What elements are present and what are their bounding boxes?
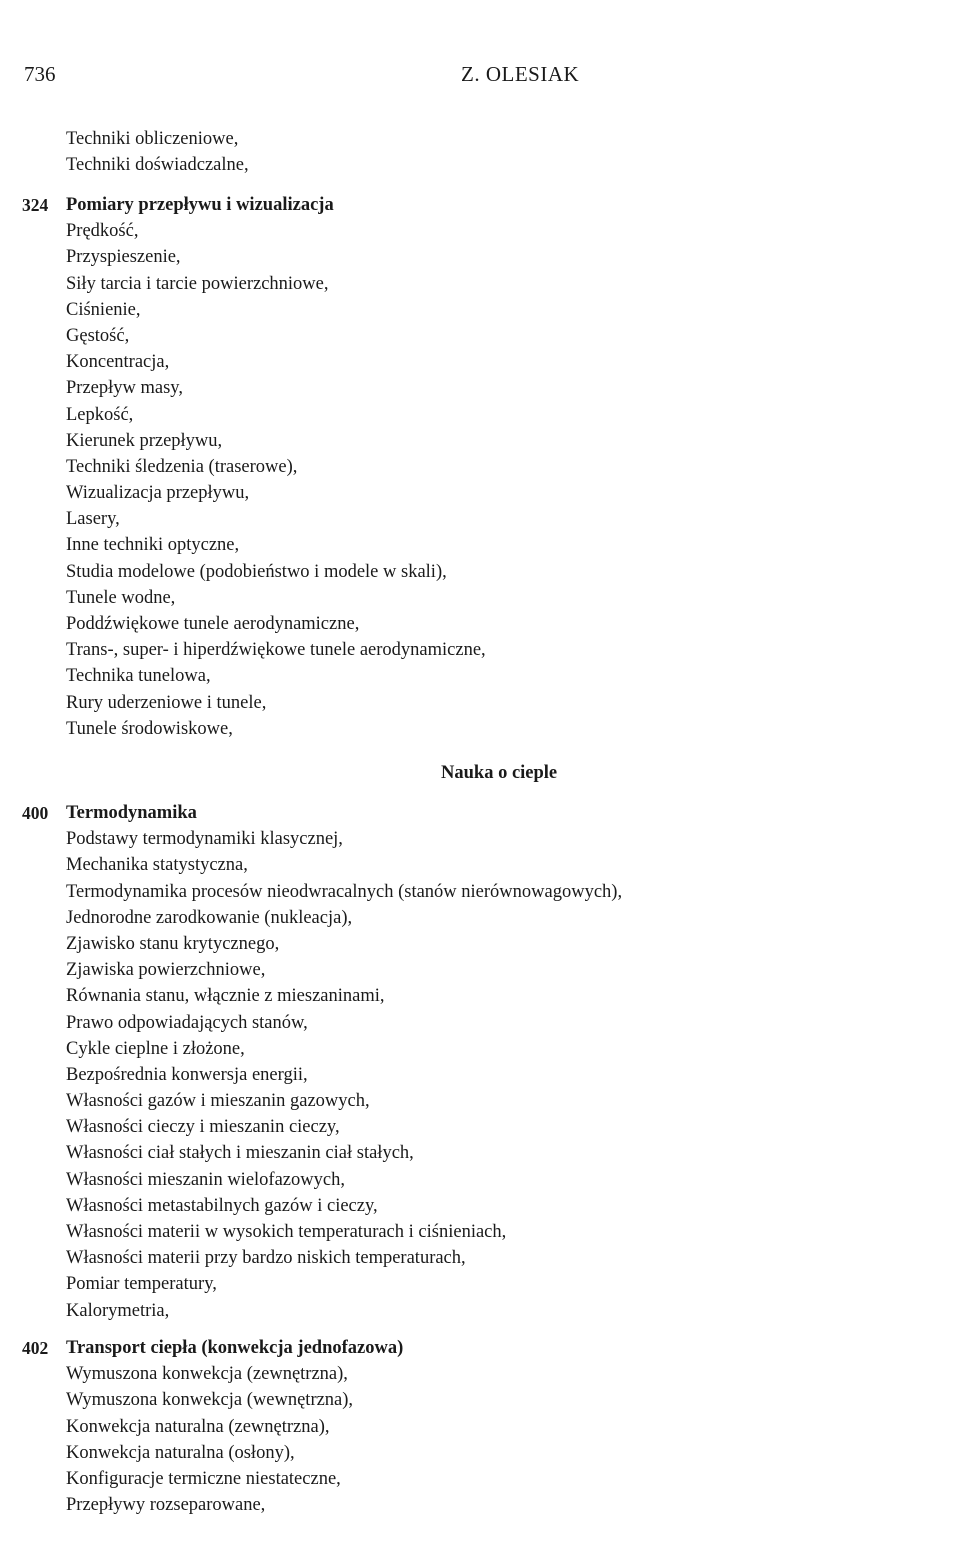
list-item-text: Konwekcja naturalna (zewnętrzna), [66, 1416, 330, 1437]
section-heading [0, 192, 960, 218]
list-item [0, 931, 960, 957]
list-item-text: Techniki obliczeniowe, [66, 129, 239, 149]
section-heading [0, 800, 960, 826]
list-item-text: Prędkość, [66, 221, 139, 242]
list-item-text: Technika tunelowa, [66, 666, 211, 687]
list-item [0, 690, 960, 716]
list-item-text: Koncentracja, [66, 352, 170, 373]
list-item [0, 826, 960, 852]
section-324 [0, 192, 960, 742]
list-item [0, 1114, 960, 1140]
list-item-text: Własności materii przy bardzo niskich temperaturach, [66, 1248, 466, 1269]
list-item [0, 152, 960, 178]
list-item [0, 852, 960, 878]
list-item-text: Wizualizacja przepływu, [66, 483, 250, 504]
list-item [0, 126, 960, 152]
list-item [0, 716, 960, 742]
list-item-text: Prawo odpowiadających stanów, [66, 1012, 308, 1033]
list-item-text: Rury uderzeniowe i tunele, [66, 692, 267, 713]
list-item-text: Ciśnienie, [66, 299, 141, 320]
list-item [0, 402, 960, 428]
list-item-text: Podstawy termodynamiki klasycznej, [66, 829, 343, 850]
list-item [0, 1062, 960, 1088]
list-item-text: Konwekcja naturalna (osłony), [66, 1442, 295, 1463]
list-item [0, 1193, 960, 1219]
list-item-text: Wymuszona konwekcja (zewnętrzna), [66, 1364, 348, 1385]
list-item-text: Jednorodne zarodkowanie (nukleacja), [66, 907, 353, 928]
list-item [0, 1387, 960, 1413]
list-item-text: Termodynamika procesów nieodwracalnych (stanów nierównowagowych), [66, 881, 623, 902]
list-item [0, 957, 960, 983]
continuation-list [0, 126, 960, 178]
list-item-text: Mechanika statystyczna, [66, 855, 248, 876]
list-item-text: Własności ciał stałych i mieszanin ciał stałych, [66, 1143, 414, 1164]
list-item-text: Przyspieszenie, [66, 247, 181, 268]
list-item-text: Własności materii w wysokich temperaturach i ciśnieniach, [66, 1222, 507, 1242]
list-item [0, 637, 960, 663]
list-item [0, 1271, 960, 1297]
list-item-text: Cykle cieplne i złożone, [66, 1038, 245, 1059]
list-item [0, 480, 960, 506]
list-item [0, 663, 960, 689]
list-item-text: Wymuszona konwekcja (wewnętrzna), [66, 1390, 354, 1411]
section-number: 402 [22, 1338, 49, 1358]
running-head: Z. OLESIAK [461, 62, 580, 86]
list-item [0, 454, 960, 480]
list-item [0, 1140, 960, 1166]
list-item-text: Zjawiska powierzchniowe, [66, 960, 266, 981]
list-item [0, 323, 960, 349]
list-item [0, 349, 960, 375]
list-item [0, 532, 960, 558]
list-item-text: Tunele środowiskowe, [66, 718, 233, 739]
list-item-text: Przepływy rozseparowane, [66, 1495, 266, 1516]
list-item-text: Trans-, super- i hiperdźwiękowe tunele aerodynamiczne, [66, 640, 486, 661]
list-item-text: Lepkość, [66, 404, 134, 425]
list-item [0, 559, 960, 585]
list-item-text: Własności cieczy i mieszanin cieczy, [66, 1117, 340, 1138]
list-item-text: Równania stanu, włącznie z mieszaninami, [66, 986, 385, 1007]
section-heading [0, 1335, 960, 1361]
list-item [0, 1414, 960, 1440]
list-item-text: Własności metastabilnych gazów i cieczy, [66, 1195, 378, 1216]
section-title: Transport ciepła (konwekcja jednofazowa) [66, 1338, 404, 1358]
list-item-text: Gęstość, [66, 325, 130, 346]
list-item-text: Kierunek przepływu, [66, 430, 223, 451]
list-item-text: Własności gazów i mieszanin gazowych, [66, 1091, 370, 1112]
page-header [0, 62, 960, 92]
list-item [0, 218, 960, 244]
group-heading: Nauka o cieple [441, 763, 558, 783]
list-item [0, 1361, 960, 1387]
section-400 [0, 800, 960, 1324]
section-number: 324 [22, 195, 49, 215]
list-item-text: Siły tarcia i tarcie powierzchniowe, [66, 273, 329, 294]
list-item-text: Techniki doświadczalne, [66, 155, 249, 176]
section-402 [0, 1335, 960, 1518]
page-number: 736 [24, 62, 56, 86]
list-item-text: Lasery, [66, 509, 120, 530]
list-item-text: Zjawisko stanu krytycznego, [66, 933, 280, 954]
list-item-text: Techniki śledzenia (traserowe), [66, 456, 298, 477]
list-item-text: Inne techniki optyczne, [66, 535, 240, 556]
list-item [0, 1466, 960, 1492]
list-item-text: Własności mieszanin wielofazowych, [66, 1169, 345, 1190]
list-item-text: Pomiar temperatury, [66, 1274, 217, 1295]
list-item-text: Bezpośrednia konwersja energii, [66, 1064, 308, 1085]
list-item [0, 375, 960, 401]
list-item-text: Przepływ masy, [66, 378, 183, 399]
section-title: Pomiary przepływu i wizualizacja [66, 195, 334, 215]
list-item [0, 506, 960, 532]
list-item [0, 611, 960, 637]
list-item-text: Tunele wodne, [66, 587, 176, 608]
list-item [0, 1010, 960, 1036]
list-item [0, 905, 960, 931]
section-title: Termodynamika [66, 803, 197, 823]
list-item-text: Poddźwiękowe tunele aerodynamiczne, [66, 614, 360, 634]
list-item-text: Studia modelowe (podobieństwo i modele w skali), [66, 561, 447, 582]
list-item [0, 1440, 960, 1466]
list-item [0, 1298, 960, 1324]
list-item-text: Konfiguracje termiczne niestateczne, [66, 1468, 341, 1489]
list-item [0, 271, 960, 297]
list-item [0, 428, 960, 454]
list-item [0, 1088, 960, 1114]
list-item [0, 1036, 960, 1062]
list-item-text: Kalorymetria, [66, 1300, 170, 1321]
section-number: 400 [22, 803, 49, 823]
list-item [0, 879, 960, 905]
list-item [0, 1245, 960, 1271]
list-item [0, 983, 960, 1009]
list-item [0, 1219, 960, 1245]
list-item [0, 1492, 960, 1518]
list-item [0, 244, 960, 270]
list-item [0, 1167, 960, 1193]
list-item [0, 585, 960, 611]
list-item [0, 297, 960, 323]
